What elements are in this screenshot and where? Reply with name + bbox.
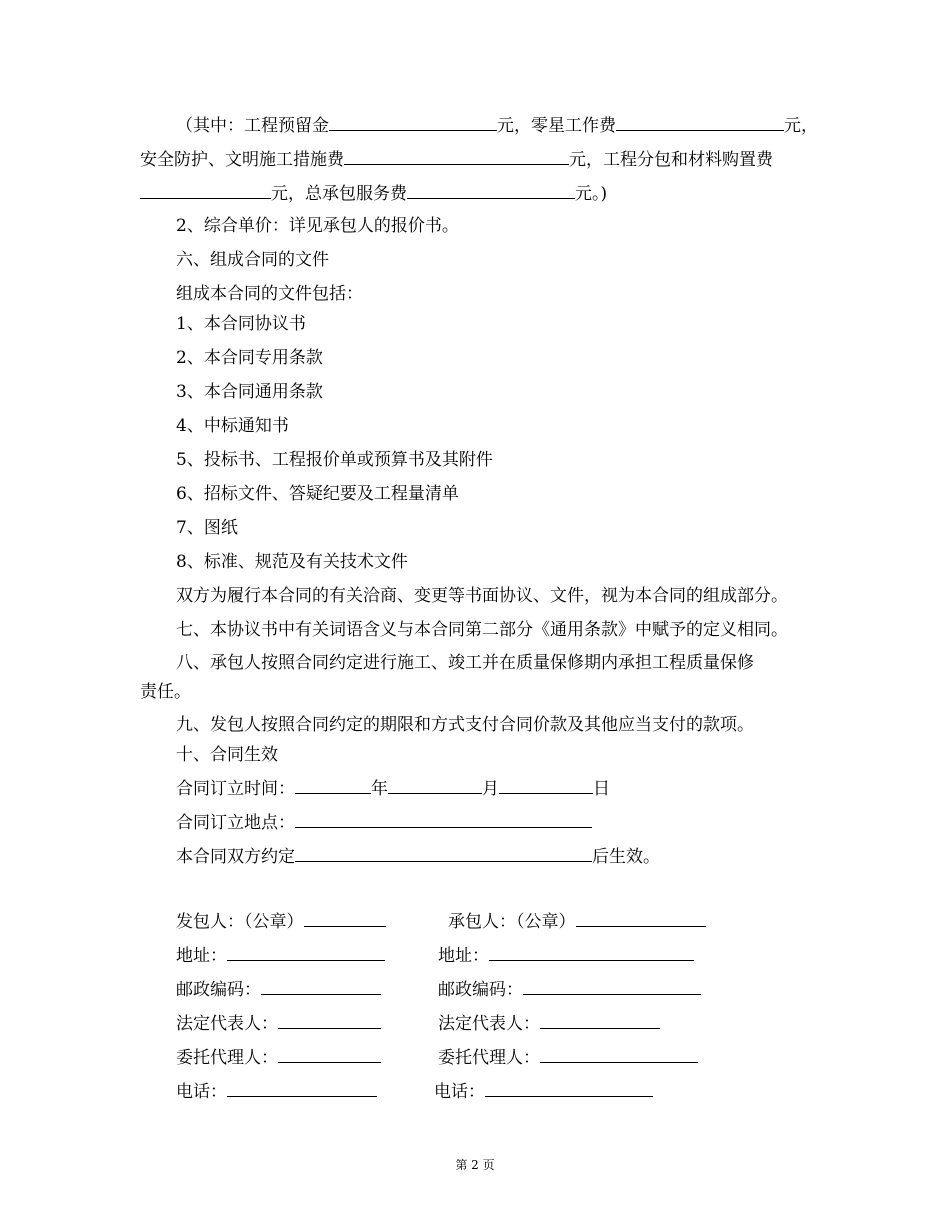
document-list-item: 1、本合同协议书 [176,314,306,334]
contractor-seal-line: 承包人：（公章） [448,909,706,934]
section-6-closing: 双方为履行本合同的有关洽商、变更等书面协议、文件，视为本合同的组成部分。 [176,586,788,606]
employer-address-blank [227,943,385,961]
employer-phone-blank [227,1079,377,1097]
employer-seal-blank [304,909,386,927]
section-7-clause: 七、本协议书中有关词语含义与本合同第二部分《通用条款》中赋予的定义相同。 [176,620,788,640]
section-6-intro: 组成本合同的文件包括： [176,284,363,304]
employer-phone-line: 电话： [176,1079,377,1104]
subcontract-fee-blank [140,181,271,199]
employer-legal-rep-blank [278,1011,381,1029]
contractor-agent-line: 委托代理人： [438,1045,698,1070]
section-8-clause-line-1: 八、承包人按照合同约定进行施工、竣工并在质量保修期内承担工程质量保修 [176,653,754,673]
contractor-legal-rep-line: 法定代表人： [438,1011,660,1036]
document-list-item: 4、中标通知书 [176,416,289,436]
document-list-item: 7、图纸 [176,518,238,538]
page-number: 第 2 页 [455,1158,495,1172]
payment-breakdown-line-2: 安全防护、文明施工措施费 元，工程分包和材料购置费 [140,147,773,172]
safety-measures-fee-blank [344,147,569,165]
payment-breakdown-line-1: （其中：工程预留金 元，零星工作费 元， [176,113,818,138]
month-blank [388,776,482,794]
contractor-phone-line: 电话： [434,1079,653,1104]
contractor-address-blank [489,943,694,961]
section-8-clause-line-2: 责任。 [140,682,191,702]
document-list-item: 8、标准、规范及有关技术文件 [176,552,408,572]
employer-seal-line: 发包人：（公章） [176,909,386,934]
daywork-fee-blank [616,113,784,131]
document-list-item: 6、招标文件、答疑纪要及工程量清单 [176,484,459,504]
contractor-agent-blank [540,1045,698,1063]
effective-condition-blank [295,844,592,862]
day-blank [499,776,593,794]
contractor-phone-blank [485,1079,653,1097]
section-9-clause: 九、发包人按照合同约定的期限和方式支付合同价款及其他应当支付的款项。 [176,715,754,735]
contract-date-line: 合同订立时间： 年 月 日 [176,776,610,801]
employer-postcode-line: 邮政编码： [176,977,381,1002]
employer-agent-blank [278,1045,381,1063]
contractor-address-line: 地址： [438,943,694,968]
contractor-postcode-blank [523,977,701,995]
contract-place-line: 合同订立地点： [176,810,592,835]
year-blank [295,776,371,794]
employer-postcode-blank [261,977,381,995]
section-10-heading: 十、合同生效 [176,745,278,765]
document-list-item: 5、投标书、工程报价单或预算书及其附件 [176,450,493,470]
place-blank [295,810,592,828]
general-service-fee-blank [407,181,575,199]
unit-price-clause: 2、综合单价：详见承包人的报价书。 [176,216,459,236]
employer-agent-line: 委托代理人： [176,1045,381,1070]
reserve-fund-blank [329,113,497,131]
contractor-postcode-line: 邮政编码： [438,977,701,1002]
contractor-legal-rep-blank [540,1011,660,1029]
effective-condition-line: 本合同双方约定 后生效。 [176,844,660,869]
employer-legal-rep-line: 法定代表人： [176,1011,381,1036]
contractor-seal-blank [576,909,706,927]
section-6-heading: 六、组成合同的文件 [176,250,329,270]
employer-address-line: 地址： [176,943,385,968]
document-list-item: 3、本合同通用条款 [176,382,323,402]
payment-breakdown-line-3: 元，总承包服务费 元。) [140,181,607,206]
document-list-item: 2、本合同专用条款 [176,348,323,368]
